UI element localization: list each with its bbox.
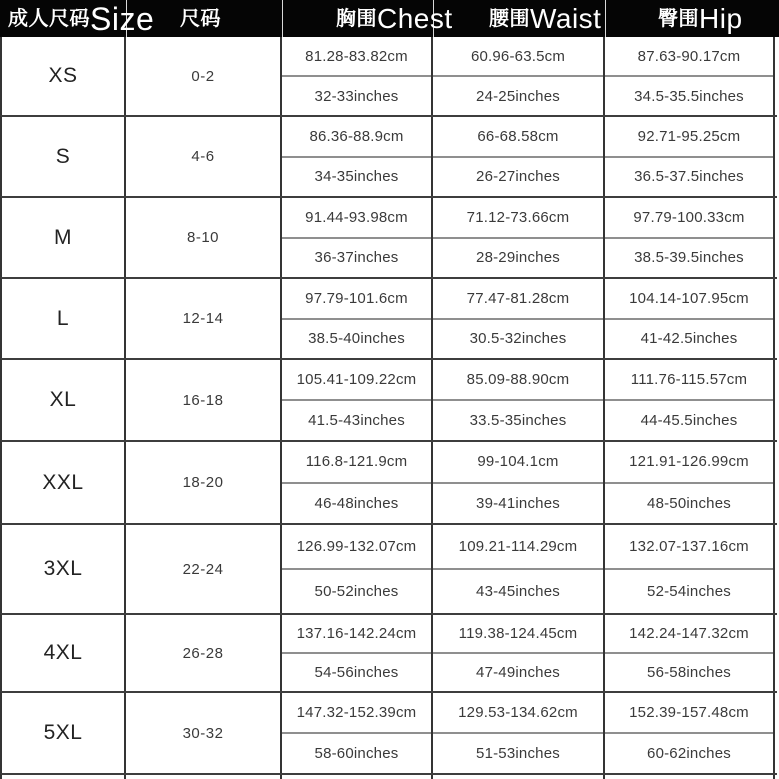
us-size-cell: [126, 615, 282, 691]
hip-cell: [605, 360, 775, 440]
waist-cell: [433, 117, 605, 196]
size-label: XS: [48, 64, 78, 87]
chest-cell: [282, 37, 433, 115]
chest-inches-value: 54-56inches: [314, 664, 399, 681]
waist-inches-value: 43-45inches: [476, 583, 560, 600]
hip-inches-value: 52-54inches: [647, 583, 731, 600]
waist-cell: [433, 198, 605, 277]
us-size-cell: [126, 279, 282, 358]
size-label: 5XL: [43, 721, 83, 744]
waist-cm-value: 77.47-81.28cm: [433, 279, 603, 320]
us-size-range: 0-2: [191, 67, 215, 85]
hip-inches-value: 44-45.5inches: [640, 412, 738, 429]
chest-inches-value: 38.5-40inches: [308, 330, 405, 348]
chest-cell: [282, 615, 433, 691]
hip-inches-value: 56-58inches: [647, 664, 731, 681]
header-adult-size: [8, 0, 154, 37]
header-adult-size-zh: 成人尺码: [8, 7, 90, 30]
us-size-cell: [126, 360, 282, 440]
table-row: [0, 523, 777, 613]
waist-cm-value: 129.53-134.62cm: [433, 693, 603, 734]
chest-inches-value: 34-35inches: [314, 168, 399, 186]
us-size-range: 4-6: [191, 148, 215, 165]
table-body: [0, 37, 779, 779]
waist-inches-value: 39-41inches: [476, 494, 560, 512]
cropped-cell: [282, 775, 433, 779]
header-hip-zh: 臀围: [658, 7, 699, 30]
table-row-cropped: [0, 773, 777, 779]
hip-cell: [605, 442, 775, 523]
waist-cell: [433, 37, 605, 115]
chest-cm-value: 147.32-152.39cm: [282, 693, 431, 734]
header-chest: [336, 0, 453, 37]
chest-inches-value: 58-60inches: [314, 745, 399, 762]
chest-cm-value: 81.28-83.82cm: [282, 37, 431, 77]
chest-inches-value: 41.5-43inches: [308, 412, 405, 429]
table-row: [0, 613, 777, 691]
header-hip: [658, 0, 743, 37]
waist-cm-value: 85.09-88.90cm: [433, 360, 603, 401]
table-row: [0, 115, 777, 196]
table-row: [0, 37, 777, 115]
us-size-range: 22-24: [182, 560, 224, 578]
chest-cm-value: 116.8-121.9cm: [282, 442, 431, 484]
waist-inches-value: 26-27inches: [476, 168, 560, 186]
us-size-range: 18-20: [182, 474, 224, 491]
us-size-range: 26-28: [182, 644, 224, 662]
size-label: XL: [49, 388, 77, 411]
us-size-cell: [126, 117, 282, 196]
waist-inches-value: 51-53inches: [476, 745, 560, 762]
hip-inches-value: 38.5-39.5inches: [634, 249, 744, 267]
table-row: [0, 358, 777, 440]
hip-cell: [605, 693, 775, 773]
table-row: [0, 277, 777, 358]
chest-cm-value: 97.79-101.6cm: [282, 279, 431, 320]
chest-cell: [282, 279, 433, 358]
chest-cm-value: 105.41-109.22cm: [282, 360, 431, 401]
waist-cm-value: 60.96-63.5cm: [433, 37, 603, 77]
hip-inches-value: 60-62inches: [647, 745, 731, 762]
hip-cell: [605, 37, 775, 115]
waist-cell: [433, 693, 605, 773]
us-size-cell: [126, 442, 282, 523]
size-label-cell: [2, 525, 126, 613]
size-label-cell: [2, 442, 126, 523]
chest-cm-value: 126.99-132.07cm: [282, 525, 431, 570]
waist-cell: [433, 442, 605, 523]
us-size-cell: [126, 693, 282, 773]
us-size-range: 12-14: [182, 310, 224, 327]
table-row: [0, 440, 777, 523]
hip-cm-value: 121.91-126.99cm: [605, 442, 773, 484]
header-chest-en: Chest: [377, 2, 453, 34]
size-label-cell: [2, 198, 126, 277]
hip-cm-value: 104.14-107.95cm: [605, 279, 773, 320]
header-adult-size-en: Size: [90, 0, 155, 37]
waist-inches-value: 33.5-35inches: [469, 412, 567, 429]
header-column-divider: [282, 0, 283, 37]
size-label-cell: [2, 117, 126, 196]
table-row: [0, 196, 777, 277]
size-label: L: [56, 306, 70, 330]
waist-inches-value: 24-25inches: [476, 87, 560, 105]
waist-cell: [433, 525, 605, 613]
waist-cm-value: 71.12-73.66cm: [433, 198, 603, 239]
chest-cell: [282, 198, 433, 277]
cropped-cell: [605, 775, 775, 779]
chest-cell: [282, 117, 433, 196]
chest-cell: [282, 693, 433, 773]
chest-inches-value: 36-37inches: [314, 249, 399, 267]
header-waist-en: Waist: [530, 2, 602, 34]
us-size-cell: [126, 525, 282, 613]
chest-cell: [282, 525, 433, 613]
header-column-divider: [605, 0, 606, 37]
hip-cell: [605, 525, 775, 613]
header-chest-zh: 胸围: [336, 7, 377, 30]
waist-cm-value: 119.38-124.45cm: [433, 615, 603, 654]
hip-inches-value: 41-42.5inches: [640, 330, 738, 348]
waist-cell: [433, 360, 605, 440]
waist-cm-value: 66-68.58cm: [433, 117, 603, 158]
hip-cm-value: 92.71-95.25cm: [605, 117, 773, 158]
hip-inches-value: 48-50inches: [647, 494, 731, 512]
waist-cm-value: 109.21-114.29cm: [433, 525, 603, 570]
header-waist-zh: 腰围: [489, 7, 530, 30]
hip-cell: [605, 279, 775, 358]
header-waist: [489, 0, 601, 37]
us-size-cell: [126, 37, 282, 115]
size-label-cell: [2, 615, 126, 691]
size-label: M: [54, 225, 72, 249]
chest-inches-value: 50-52inches: [314, 583, 399, 600]
chest-cm-value: 91.44-93.98cm: [282, 198, 431, 239]
waist-inches-value: 28-29inches: [476, 249, 560, 267]
hip-inches-value: 36.5-37.5inches: [634, 168, 744, 186]
waist-inches-value: 47-49inches: [476, 664, 560, 681]
cropped-cell: [2, 775, 126, 779]
cropped-cell: [433, 775, 605, 779]
chest-cell: [282, 442, 433, 523]
size-label: XXL: [42, 470, 84, 494]
hip-cm-value: 152.39-157.48cm: [605, 693, 773, 734]
us-size-range: 16-18: [182, 391, 224, 409]
header-us-size: [180, 0, 221, 37]
hip-inches-value: 34.5-35.5inches: [634, 87, 744, 105]
hip-cell: [605, 117, 775, 196]
size-label-cell: [2, 360, 126, 440]
hip-cm-value: 87.63-90.17cm: [605, 37, 773, 77]
size-label-cell: [2, 693, 126, 773]
chest-inches-value: 32-33inches: [314, 87, 399, 105]
us-size-range: 30-32: [182, 724, 224, 742]
hip-cm-value: 142.24-147.32cm: [605, 615, 773, 654]
size-label: S: [55, 144, 71, 168]
chest-cm-value: 137.16-142.24cm: [282, 615, 431, 654]
us-size-range: 8-10: [186, 229, 220, 246]
header-hip-en: Hip: [699, 2, 743, 34]
waist-cell: [433, 279, 605, 358]
table-header: [0, 0, 779, 37]
hip-cm-value: 132.07-137.16cm: [605, 525, 773, 570]
header-us-size-zh: 尺码: [180, 7, 221, 30]
waist-cm-value: 99-104.1cm: [433, 442, 603, 484]
us-size-cell: [126, 198, 282, 277]
hip-cm-value: 97.79-100.33cm: [605, 198, 773, 239]
size-label: 4XL: [43, 641, 83, 664]
cropped-cell: [126, 775, 282, 779]
waist-inches-value: 30.5-32inches: [469, 330, 567, 348]
chest-inches-value: 46-48inches: [314, 494, 399, 512]
hip-cell: [605, 615, 775, 691]
waist-cell: [433, 615, 605, 691]
size-label-cell: [2, 279, 126, 358]
hip-cm-value: 111.76-115.57cm: [605, 360, 773, 401]
size-label: 3XL: [43, 557, 83, 580]
chest-cell: [282, 360, 433, 440]
size-label-cell: [2, 37, 126, 115]
chest-cm-value: 86.36-88.9cm: [282, 117, 431, 158]
hip-cell: [605, 198, 775, 277]
table-row: [0, 691, 777, 773]
